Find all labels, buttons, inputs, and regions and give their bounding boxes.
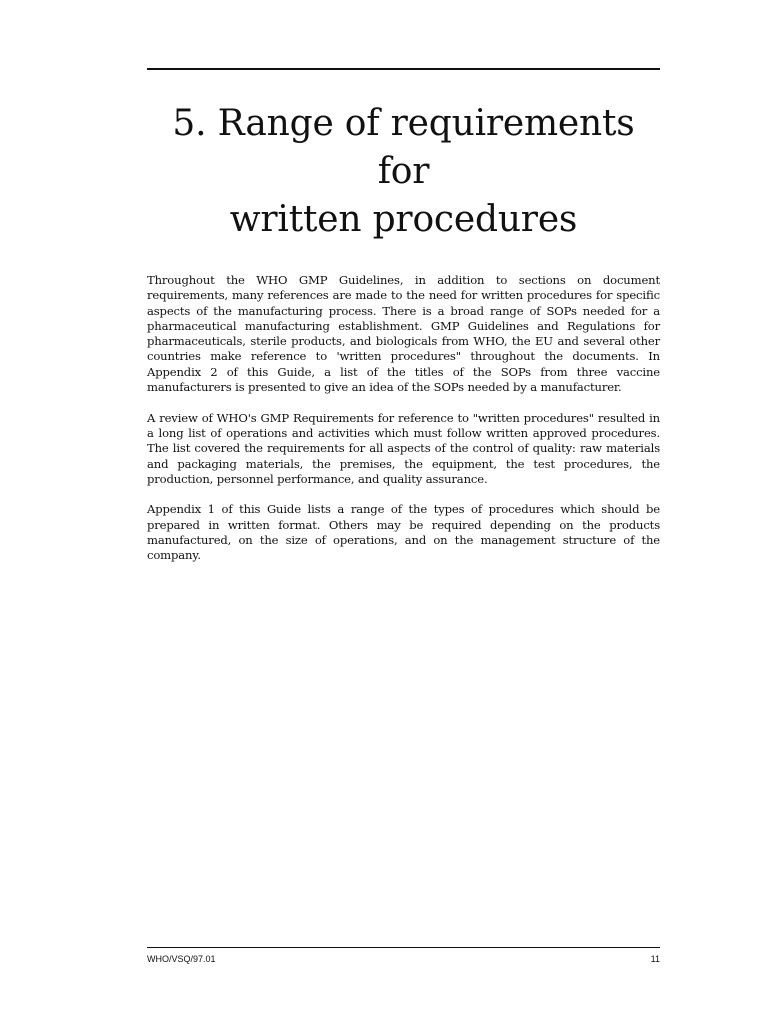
footer-rule xyxy=(147,947,660,948)
chapter-title-line-1: 5. Range of requirements for xyxy=(172,103,635,192)
footer-document-id: WHO/VSQ/97.01 xyxy=(147,954,216,964)
chapter-title xyxy=(147,100,660,244)
paragraph-1: Throughout the WHO GMP Guidelines, in addition to sections on document requirements, many references are made to the need for written procedures for specific aspects of the manufacturing process. There is a broad range of SOPs needed for a pharmaceutical manufacturing establishment. GMP Guidelines and Regulations for pharmaceuticals, sterile products, and biologicals from WHO, the EU and several other countries make reference to 'written procedures" throughout the documents. In Appendix 2 of this Guide, a list of the titles of the SOPs from three vaccine manufacturers is presented to give an idea of the SOPs needed by a manufacturer. xyxy=(147,273,660,395)
paragraph-3: Appendix 1 of this Guide lists a range of the types of procedures which should be prepared in written format. Others may be required depending on the products manufactured, on the size of operations, and on the management structure of the company. xyxy=(147,502,660,563)
paragraph-2: A review of WHO's GMP Requirements for reference to "written procedures" resulted in a long list of operations and activities which must follow written approved procedures. The list covered the requirements for all aspects of the control of quality: raw materials and packaging materials, the premises, the equipment, the test procedures, the production, personnel performance, and quality assurance. xyxy=(147,410,660,486)
chapter-title-line-2: written procedures xyxy=(229,199,578,240)
top-rule xyxy=(147,68,660,70)
footer-page-number: 11 xyxy=(650,954,660,964)
body-text xyxy=(147,273,660,579)
